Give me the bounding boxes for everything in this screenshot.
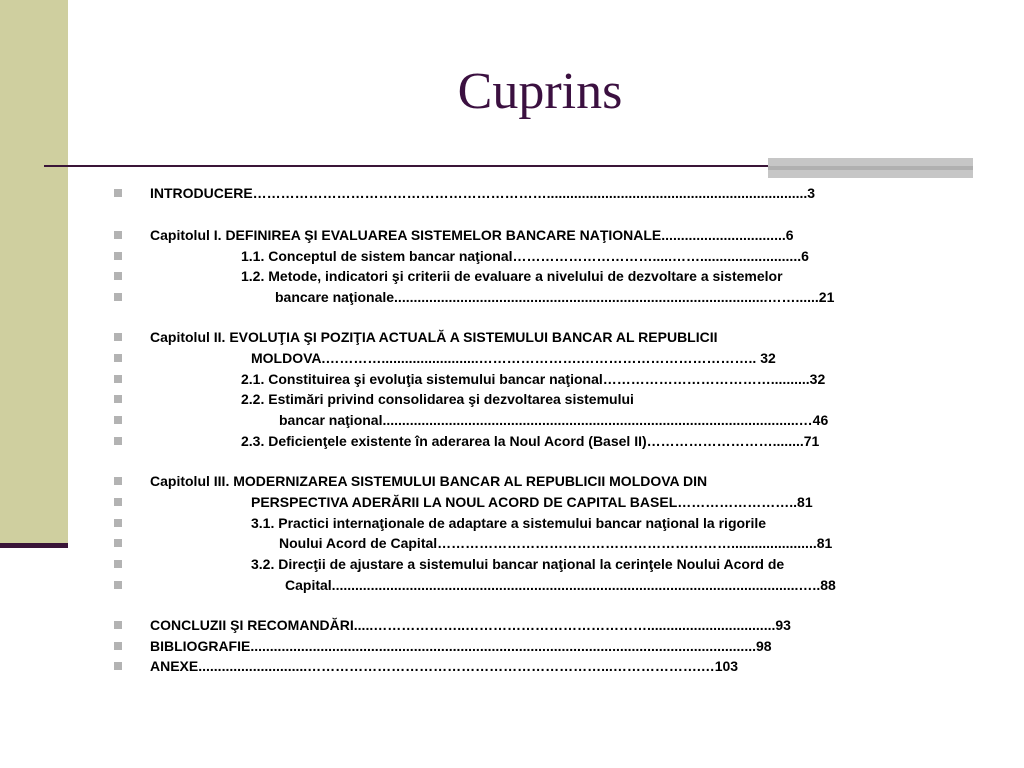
square-bullet-icon xyxy=(114,333,122,341)
square-bullet-icon xyxy=(114,519,122,527)
toc-entry-text: 1.1. Conceptul de sistem bancar naţional………………………….....……..........................6 xyxy=(241,248,809,264)
toc-entry xyxy=(0,369,1024,389)
toc-entry-text: Capitolul III. MODERNIZAREA SISTEMULUI BANCAR AL REPUBLICII MOLDOVA DIN xyxy=(150,473,708,489)
toc-entry-text: 2.2. Estimări privind consolidarea şi dezvoltarea sistemului xyxy=(241,391,634,407)
square-bullet-icon xyxy=(114,252,122,260)
toc-entry-text: 2.3. Deficienţele existente în aderarea la Noul Acord (Basel II)………………………........71 xyxy=(241,433,820,449)
square-bullet-icon xyxy=(114,662,122,670)
toc-entry-text: ANEXE............................………………………………………………………...……………….…103 xyxy=(150,658,739,674)
toc-entry-text: 1.2. Metode, indicatori şi criterii de evaluare a nivelului de dezvoltare a sistemelor xyxy=(241,268,783,284)
square-bullet-icon xyxy=(114,395,122,403)
square-bullet-icon xyxy=(114,498,122,506)
toc-entry-text: BIBLIOGRAFIE..................................................................................................................................98 xyxy=(150,638,772,654)
toc-entry-text: CONCLUZII ŞI RECOMANDĂRI.....………………..………………………………….................................93 xyxy=(150,617,791,633)
toc-entry-text: bancare naţionale................................................................................................……......21 xyxy=(275,289,835,305)
square-bullet-icon xyxy=(114,539,122,547)
toc-entry xyxy=(0,615,1024,635)
page-title: Cuprins xyxy=(457,63,623,120)
square-bullet-icon xyxy=(114,354,122,362)
toc-entry xyxy=(0,287,1024,307)
toc-entry-text: 3.2. Direcţii de ajustare a sistemului bancar naţional la cerinţele Noului Acord de xyxy=(251,556,785,572)
toc-entry xyxy=(0,575,1024,595)
square-bullet-icon xyxy=(114,581,122,589)
toc-entry xyxy=(0,225,1024,245)
square-bullet-icon xyxy=(114,642,122,650)
square-bullet-icon xyxy=(114,293,122,301)
square-bullet-icon xyxy=(114,272,122,280)
toc-entry xyxy=(0,327,1024,347)
square-bullet-icon xyxy=(114,231,122,239)
square-bullet-icon xyxy=(114,375,122,383)
toc-entry-text: Noului Acord de Capital………………………………………………………......................81 xyxy=(279,535,833,551)
toc-entry-text: PERSPECTIVA ADERĂRII LA NOUL ACORD DE CAPITAL BASEL……………………..81 xyxy=(251,494,813,510)
square-bullet-icon xyxy=(114,560,122,568)
toc-entry-text: Capitolul II. EVOLUŢIA ŞI POZIŢIA ACTUALĂ A SISTEMULUI BANCAR AL REPUBLICII xyxy=(150,329,718,345)
toc-entry xyxy=(0,471,1024,491)
toc-entry-text: Capital........................................................................................................................…..88 xyxy=(285,577,836,593)
toc-entry xyxy=(0,266,1024,286)
toc-entry xyxy=(0,513,1024,533)
square-bullet-icon xyxy=(114,477,122,485)
toc-entry-text: Capitolul I. DEFINIREA ŞI EVALUAREA SISTEMELOR BANCARE NAŢIONALE................................6 xyxy=(150,227,794,243)
toc-entry-text: 3.1. Practici internaţionale de adaptare a sistemului bancar naţional la rigorile xyxy=(251,515,767,531)
square-bullet-icon xyxy=(114,437,122,445)
toc-entry xyxy=(0,389,1024,409)
toc-entry xyxy=(0,246,1024,266)
square-bullet-icon xyxy=(114,416,122,424)
square-bullet-icon xyxy=(114,189,122,197)
toc-entry xyxy=(0,410,1024,430)
square-bullet-icon xyxy=(114,621,122,629)
toc-entry xyxy=(0,656,1024,676)
toc-entry xyxy=(0,554,1024,574)
toc-entry xyxy=(0,348,1024,368)
toc-entry-text: INTRODUCERE………………………………………………………...................................................................3 xyxy=(150,185,816,201)
toc-entry xyxy=(0,492,1024,512)
toc-entry xyxy=(0,533,1024,553)
toc-entry xyxy=(0,636,1024,656)
toc-entry xyxy=(0,431,1024,451)
toc-entry xyxy=(0,183,1024,203)
toc-entry-text: MOLDOVA.………….........................………………….……………………………….. 32 xyxy=(251,350,776,366)
toc-entry-text: bancar naţional...........................................................................................................…46 xyxy=(279,412,829,428)
toc-entry-text: 2.1. Constituirea şi evoluţia sistemului bancar naţional………………………………..........32 xyxy=(241,371,826,387)
